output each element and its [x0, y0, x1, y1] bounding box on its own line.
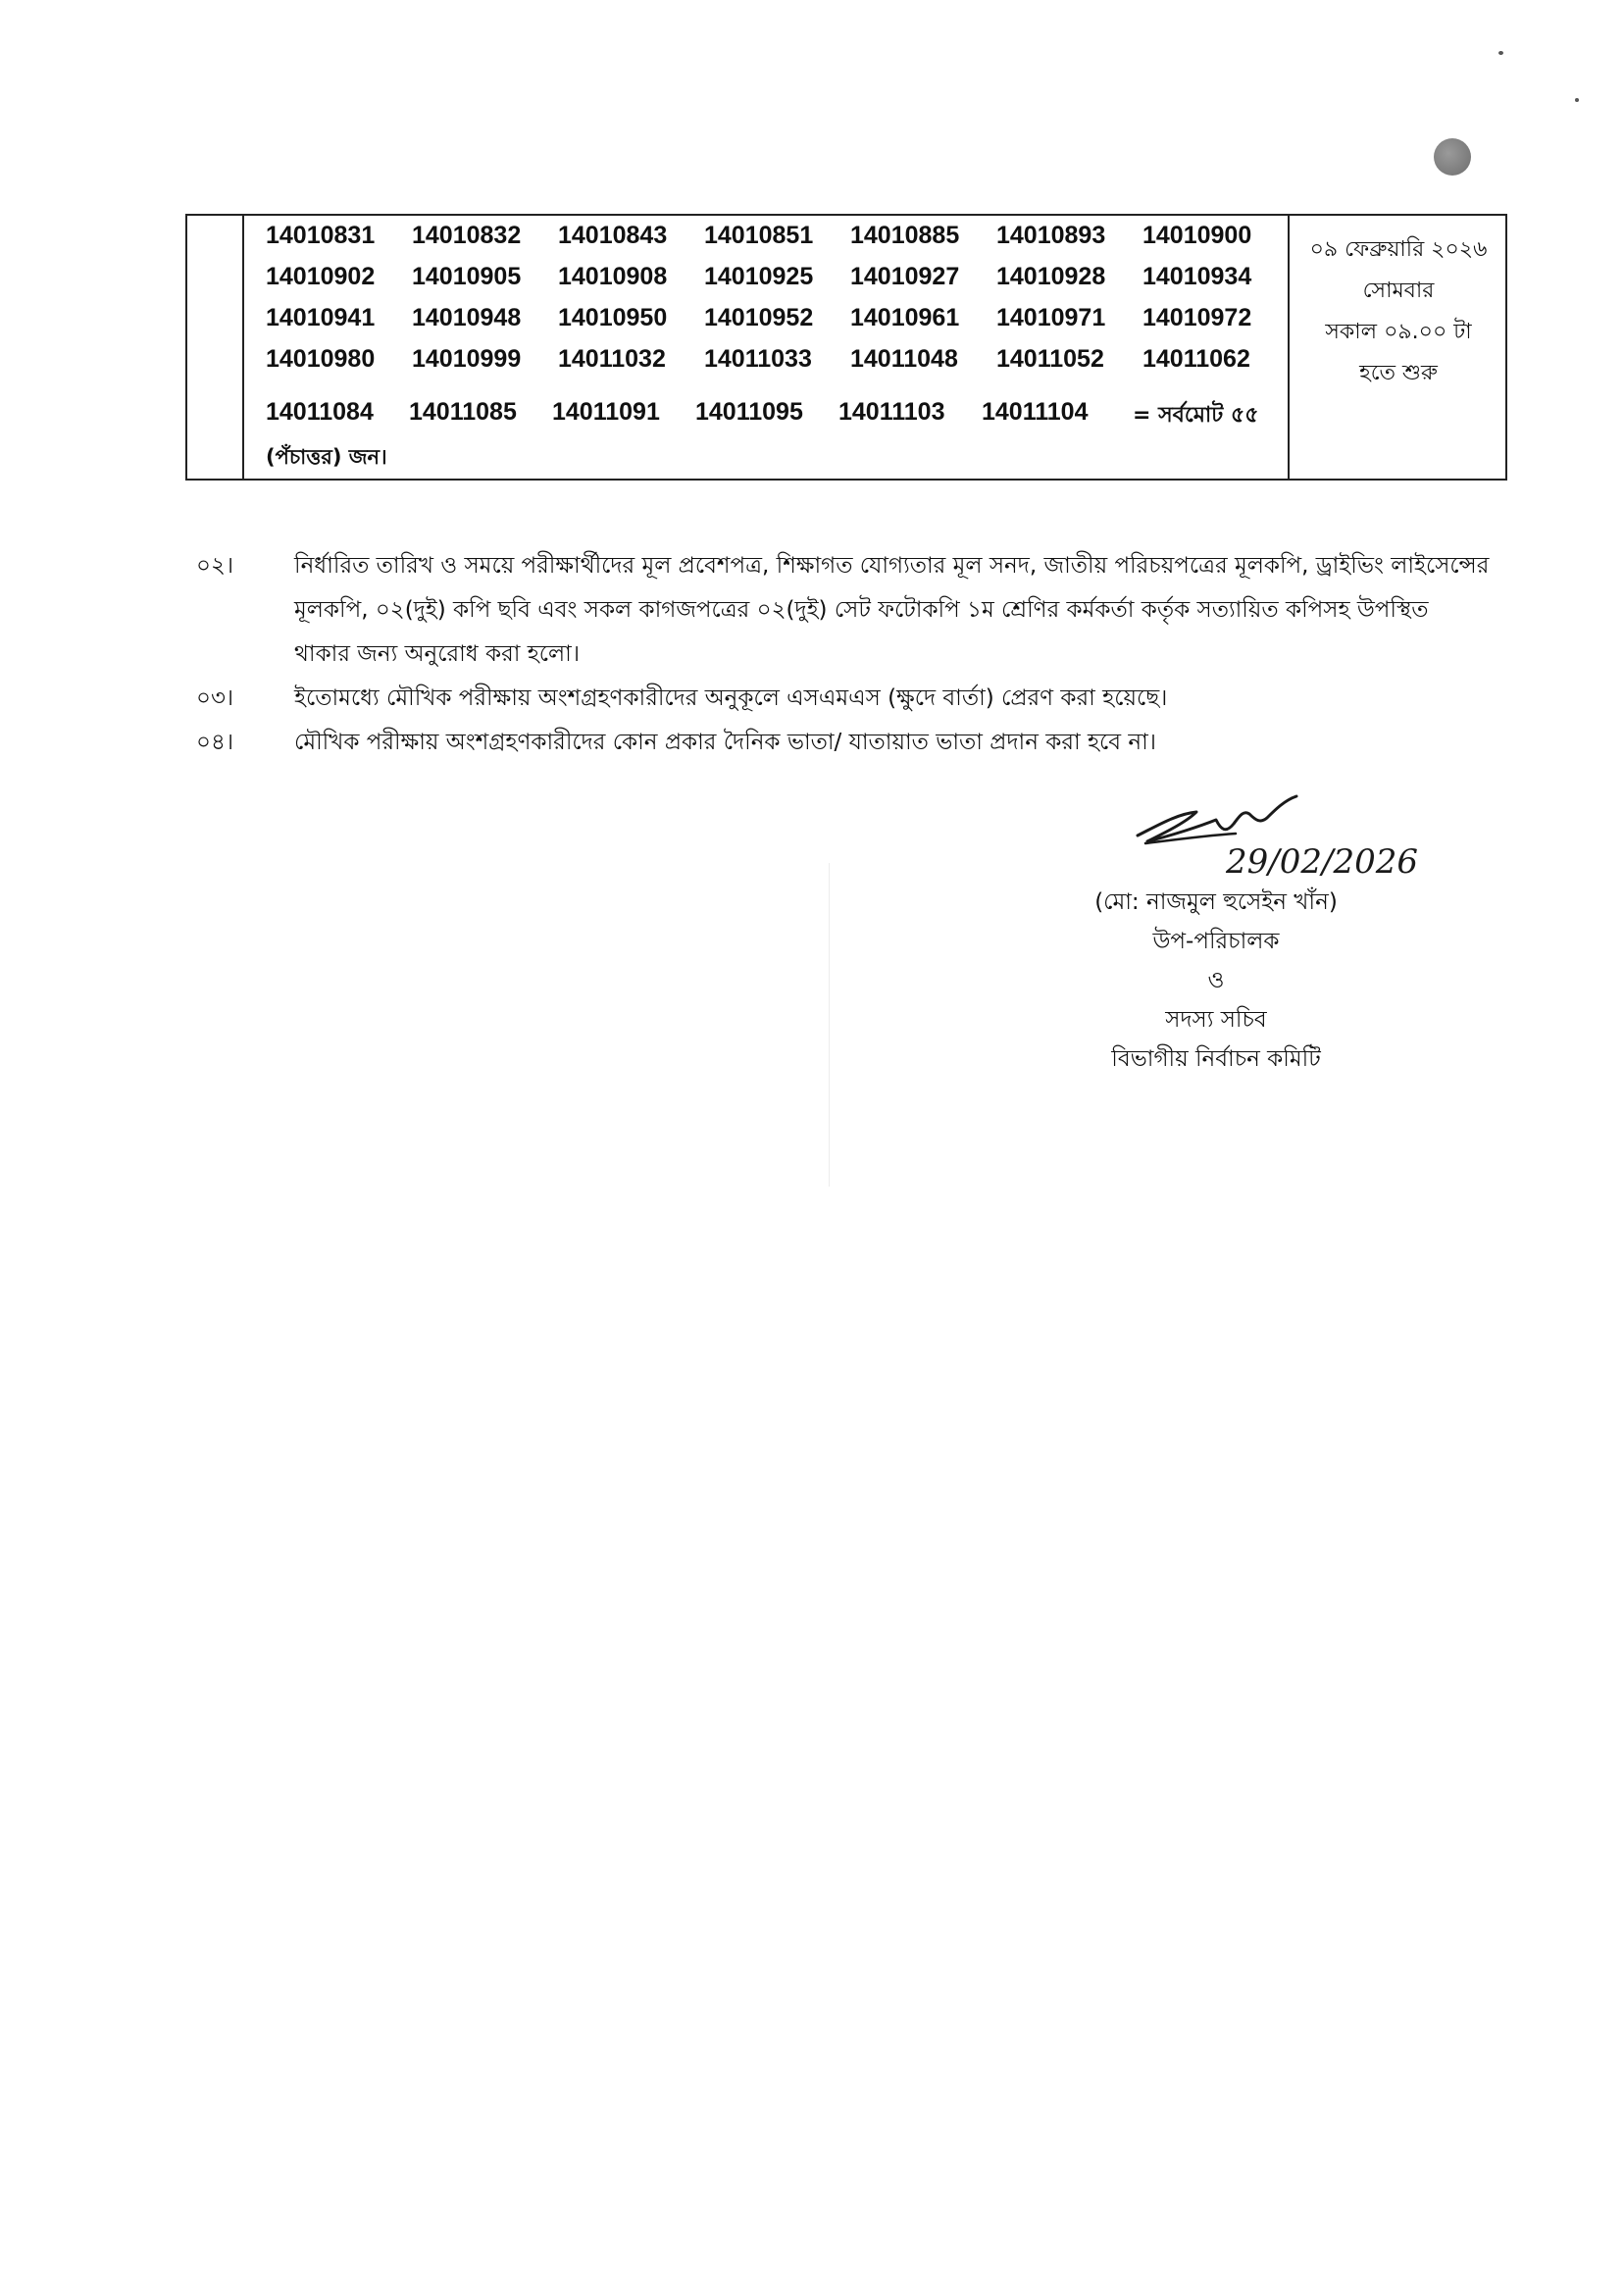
roll-number: 14010927 — [850, 263, 960, 290]
roll-number: 14010934 — [1142, 263, 1252, 290]
roll-number: 14010961 — [850, 304, 960, 331]
exam-start: হতে শুরু — [1359, 361, 1438, 385]
scan-artifact — [829, 863, 830, 1187]
roll-number: 14010999 — [412, 345, 522, 373]
roll-number: 14011095 — [695, 398, 803, 426]
roll-number: 14010948 — [412, 304, 522, 331]
roll-number: 14010941 — [266, 304, 376, 331]
note-text: ইতোমধ্যে মৌখিক পরীক্ষায় অংশগ্রহণকারীদের অনুকূলে এসএমএস (ক্ষুদে বার্তা) প্রেরণ করা হয়েছে। — [294, 685, 1168, 711]
total-count: = সর্বমোট ৫৫ — [1133, 403, 1259, 428]
roll-number-table — [185, 214, 1507, 481]
note-text: নির্ধারিত তারিখ ও সময়ে পরীক্ষার্থীদের মূল প্রবেশপত্র, শিক্ষাগত যোগ্যতার মূল সনদ, জাতীয় পরিচয়পত্রের মূলকপি, ড্রাইভিং লাইসেন্সের মূলকপি, ০২(দুই) কপি ছবি এবং সকল কাগজপত্রের ০২(দুই) সেট ফটোকপি ১ম শ্রেণির কর্মকর্তা কর্তৃক সত্যায়িত কপিসহ উপস্থিত থাকার জন্য অনুরোধ করা হলো। — [294, 553, 1490, 667]
signatory-committee: বিভাগীয় নির্বাচন কমিটি — [1111, 1046, 1321, 1072]
roll-number: 14011033 — [704, 345, 812, 373]
roll-number: 14011032 — [558, 345, 666, 373]
roll-number: 14010900 — [1142, 222, 1252, 249]
roll-number: 14010908 — [558, 263, 668, 290]
scan-speck — [1498, 51, 1503, 55]
roll-number: 14011084 — [266, 398, 374, 426]
roll-number: 14010851 — [704, 222, 814, 249]
roll-number: 14011103 — [838, 398, 945, 426]
roll-number: 14010972 — [1142, 304, 1252, 331]
note-number: ০২। — [196, 553, 234, 579]
roll-number: 14010980 — [266, 345, 376, 373]
roll-row — [266, 263, 1289, 291]
roll-number: 14011062 — [1142, 345, 1250, 373]
roll-number: 14010905 — [412, 263, 522, 290]
roll-number: 14010952 — [704, 304, 814, 331]
roll-number: 14011052 — [996, 345, 1104, 373]
roll-number: 14010971 — [996, 304, 1106, 331]
total-count-tail: (পঁচাত্তর) জন। — [266, 445, 387, 469]
handwritten-signature — [1118, 775, 1510, 883]
roll-number: 14010928 — [996, 263, 1106, 290]
note-item — [196, 721, 1491, 765]
roll-number: 14010832 — [412, 222, 522, 249]
signatory-designation: উপ-পরিচালক — [1152, 929, 1280, 954]
exam-date: ০৯ ফেব্রুয়ারি ২০২৬ — [1309, 237, 1488, 262]
roll-row — [266, 222, 1289, 250]
roll-row — [266, 398, 1259, 434]
roll-number: 14011091 — [552, 398, 660, 426]
note-number: ০৩। — [196, 685, 234, 711]
roll-number: 14011048 — [850, 345, 958, 373]
signatory-role: সদস্য সচিব — [1165, 1007, 1267, 1033]
exam-time: সকাল ০৯.০০ টা — [1325, 320, 1472, 344]
instruction-notes — [196, 544, 1491, 765]
roll-number: 14010925 — [704, 263, 814, 290]
roll-number: 14010902 — [266, 263, 376, 290]
signatory-and: ও — [1207, 968, 1225, 993]
note-item — [196, 677, 1491, 721]
signatory-name: (মো: নাজমুল হুসেইন খাঁন) — [1094, 889, 1338, 915]
serial-column — [187, 216, 244, 479]
punch-hole — [1434, 138, 1471, 176]
exam-day: সোমবার — [1362, 279, 1435, 303]
roll-number: 14010831 — [266, 222, 376, 249]
roll-row — [266, 304, 1289, 332]
note-number: ০৪। — [196, 730, 234, 755]
roll-number: 14010893 — [996, 222, 1106, 249]
signature-date: 29/02/2026 — [1226, 842, 1418, 882]
note-item — [196, 544, 1491, 677]
roll-number: 14010885 — [850, 222, 960, 249]
roll-number: 14010843 — [558, 222, 668, 249]
note-text: মৌখিক পরীক্ষায় অংশগ্রহণকারীদের কোন প্রকার দৈনিক ভাতা/ যাতায়াত ভাতা প্রদান করা হবে না। — [294, 730, 1157, 755]
roll-number: 14011104 — [982, 398, 1089, 426]
signatory-block — [1020, 883, 1412, 1079]
roll-number: 14011085 — [409, 398, 517, 426]
roll-number: 14010950 — [558, 304, 668, 331]
exam-date-cell — [1290, 216, 1507, 394]
roll-row — [266, 345, 1289, 374]
scan-speck — [1575, 98, 1579, 102]
